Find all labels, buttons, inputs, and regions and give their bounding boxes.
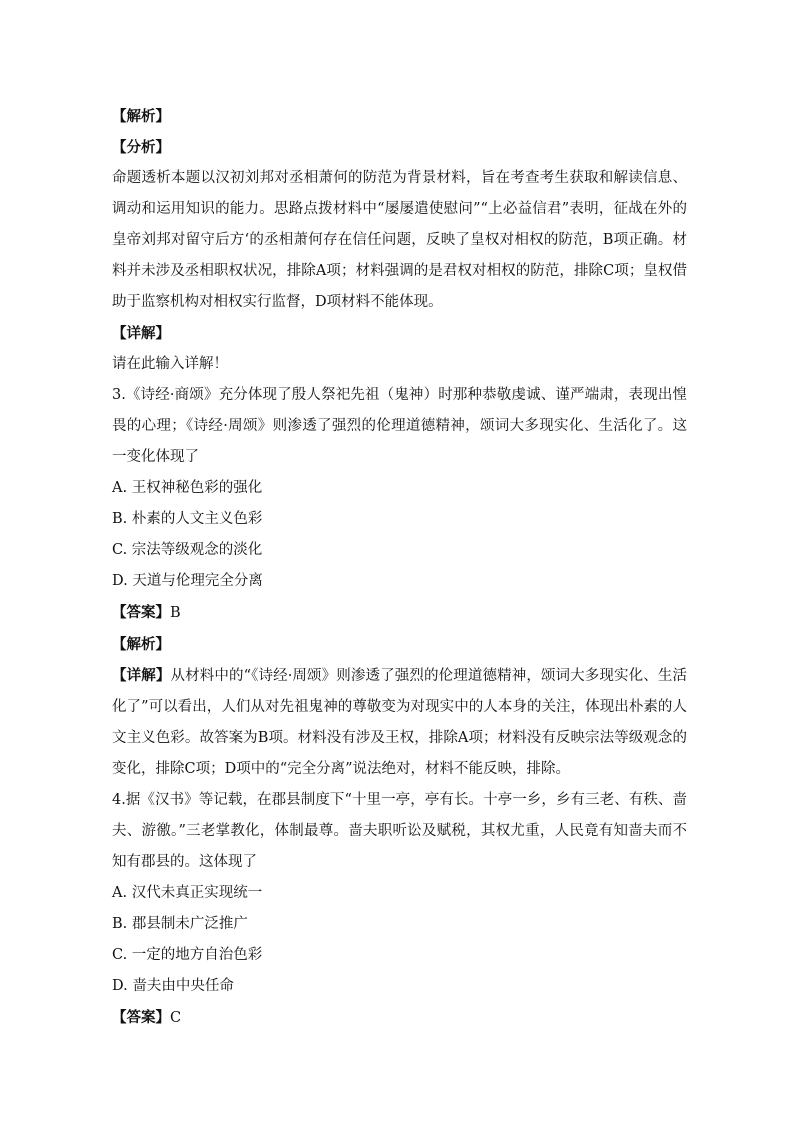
document-page xyxy=(112,101,687,1034)
question-3-jiexi-label: 【解析】 xyxy=(112,636,170,653)
question-4-answer xyxy=(112,1002,687,1034)
section-label-jiexi: 【解析】 xyxy=(112,108,170,125)
question-3-option-a: A. 王权神秘色彩的强化 xyxy=(112,480,263,496)
explanation-text: 从材料中的“《诗经·周颂》则渗透了强烈的伦理道德精神，颂词大多现实化、生活化了”可以看出，人们从对先祖鬼神的尊敬变为对现实中的人本身的关注，体现出朴素的人文主义色彩。故答案为B项。材料没有涉及王权，排除A项；材料没有反映宗法等级观念的变化，排除C项；D项中的“完全分离”说法绝对，材料不能反映，排除。 xyxy=(112,668,688,777)
answer-label: 【答案】 xyxy=(112,1009,170,1026)
analysis-paragraph: 命题透析本题以汉初刘邦对丞相萧何的防范为背景材料，旨在考查考生获取和解读信息、调动和运用知识的能力。思路点拨材料中“屡屡遣使慰问”“上必益信君”表明，征战在外的皇帝刘邦对留守后方‘的丞相萧何存在信任问题，反映了皇权对相权的防范，B项正确。材料并未涉及丞相职权状况，排除A项；材料强调的是君权对相权的防范，排除C项；皇权借助于监察机构对相权实行监督，D项材料不能体现。 xyxy=(112,170,687,310)
explanation-label: 【详解】 xyxy=(112,667,171,684)
question-4-option-d: D. 啬夫由中央任命 xyxy=(112,978,234,994)
placeholder-text: 请在此输入详解！ xyxy=(112,356,228,372)
question-3-answer xyxy=(112,597,687,629)
question-4-stem: 4.据《汉书》等记载，在郡县制度下“十里一亭，亭有长。十亭一乡，乡有三老、有秩、啬夫、游徼。”三老掌教化，体制最尊。啬夫职听讼及赋税，其权尤重，人民竟有知啬夫而不知有郡县的。这体现了 xyxy=(112,792,687,870)
question-3-stem: 3.《诗经·商颂》充分体现了殷人祭祀先祖（鬼神）时那种恭敬虔诚、谨严端肃，表现出惶畏的心理；《诗经·周颂》则渗透了强烈的伦理道德精神，颂词大多现实化、生活化了。这一变化体现了 xyxy=(112,387,687,465)
question-4-option-a: A. 汉代未真正实现统一 xyxy=(112,885,263,901)
answer-label: 【答案】 xyxy=(112,604,170,621)
section-label-fenxi: 【分析】 xyxy=(112,139,170,156)
question-3-option-d: D. 天道与伦理完全分离 xyxy=(112,573,263,589)
answer-value: C xyxy=(170,1010,182,1026)
section-label-xiangjie: 【详解】 xyxy=(112,325,170,342)
question-4-option-c: C. 一定的地方自治色彩 xyxy=(112,947,263,963)
question-4-option-b: B. 郡县制未广泛推广 xyxy=(112,916,248,932)
question-3-option-b: B. 朴素的人文主义色彩 xyxy=(112,511,263,527)
question-3-option-c: C. 宗法等级观念的淡化 xyxy=(112,542,263,558)
answer-value: B xyxy=(170,605,181,621)
question-3-explanation xyxy=(112,660,687,785)
